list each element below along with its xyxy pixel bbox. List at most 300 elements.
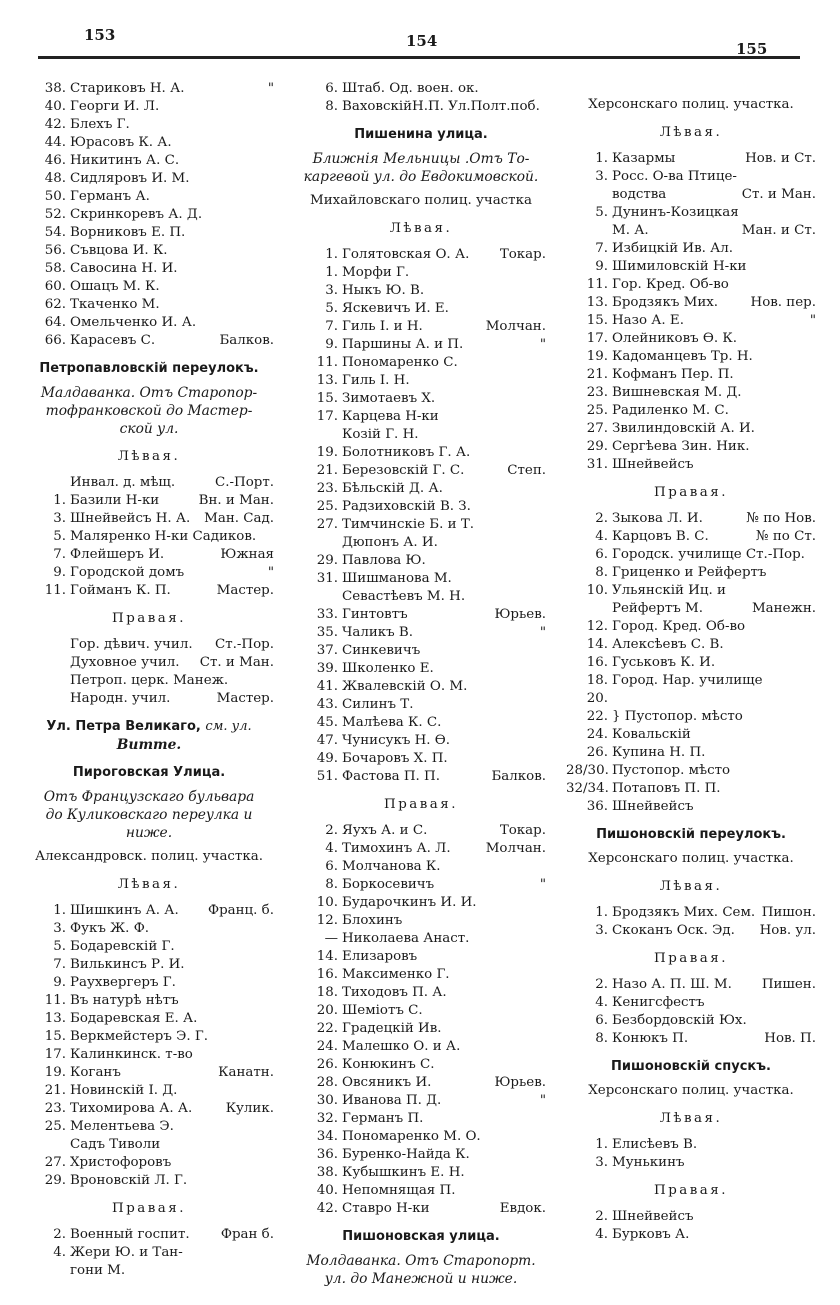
list-item	[24, 938, 274, 956]
list-item	[24, 1136, 274, 1154]
entry-name: Военный госпит.	[70, 1227, 190, 1242]
entry-name: Савосина Н. И.	[70, 261, 178, 276]
list-item	[566, 186, 816, 204]
list-item	[566, 348, 816, 366]
list-item	[566, 1136, 816, 1154]
street-description	[296, 1252, 546, 1288]
entry-number: 5.	[53, 939, 66, 954]
list-item	[566, 744, 816, 762]
side-label-left: Лѣвая.	[659, 1111, 723, 1126]
list-item	[296, 1110, 546, 1128]
description-line: Ближнія Мельницы .Отъ То-	[312, 151, 530, 167]
entry-remark	[812, 240, 816, 258]
entry-remark	[542, 1146, 546, 1164]
entry-name: Гор. дѣвич. учил.	[70, 637, 193, 652]
entry-remark	[812, 420, 816, 438]
list-item	[296, 1146, 546, 1164]
list-item	[296, 1164, 546, 1182]
entry-number: 9.	[53, 565, 66, 580]
entry-name: Тихомирова А. А.	[70, 1101, 193, 1116]
entry-number: 43.	[316, 697, 338, 712]
entry-name: Городск. училище Ст.-Пор.	[612, 547, 805, 562]
entry-number: 14.	[316, 949, 338, 964]
entry-remark: Ст.-Пор.	[214, 637, 274, 652]
list-item	[24, 206, 274, 224]
list-item	[296, 966, 546, 984]
entry-name: Дюпонъ А. И.	[342, 535, 438, 550]
list-item	[296, 678, 546, 696]
list-item	[296, 534, 546, 552]
entry-remark	[270, 134, 274, 152]
entry-remark: Канатн.	[218, 1065, 274, 1080]
list-item	[24, 1028, 274, 1046]
side-label-left: Лѣвая.	[117, 877, 181, 892]
entry-remark	[812, 690, 816, 708]
entry-name: Назо А. Е.	[612, 313, 684, 328]
list-item	[296, 336, 546, 354]
entry-number: 24.	[316, 1039, 338, 1054]
entry-remark	[270, 1262, 274, 1280]
entry-number: 2.	[325, 823, 338, 838]
list-item	[24, 242, 274, 260]
entry-remark: "	[539, 1093, 546, 1108]
entry-number: —	[324, 931, 338, 946]
entry-name: Бодаревская Е. А.	[70, 1011, 198, 1026]
page-number-right: 155	[736, 40, 768, 58]
entry-name: Росс. О-ва Птице-	[612, 169, 737, 184]
street-description	[296, 150, 546, 186]
entry-name: Синкевичъ	[342, 643, 421, 658]
entry-remark	[542, 408, 546, 426]
list-item	[296, 516, 546, 534]
entry-remark: "	[267, 565, 274, 580]
entry-number: 12.	[316, 913, 338, 928]
entry-name: Христофоровъ	[70, 1155, 172, 1170]
list-item	[566, 976, 816, 994]
entry-number: 11.	[316, 355, 338, 370]
entry-name: М. А.	[612, 223, 649, 238]
entry-number: 1.	[595, 905, 608, 920]
entry-name: Духовное учил.	[70, 655, 180, 670]
entry-remark	[542, 390, 546, 408]
list-item	[296, 246, 546, 264]
entry-remark	[812, 456, 816, 474]
list-item	[566, 726, 816, 744]
entry-number: 16.	[586, 655, 608, 670]
list-item	[296, 282, 546, 300]
entry-number: 10.	[586, 583, 608, 598]
entry-name: Кубышкинъ Е. Н.	[342, 1165, 465, 1180]
column-2	[296, 80, 546, 1288]
entry-name: Рейфертъ М.	[612, 601, 703, 616]
list-item	[566, 438, 816, 456]
list-item	[24, 1118, 274, 1136]
entry-number: 7.	[53, 957, 66, 972]
list-item	[566, 1208, 816, 1226]
list-item	[296, 1128, 546, 1146]
street-description	[24, 788, 274, 842]
list-item	[566, 312, 816, 330]
list-item	[296, 912, 546, 930]
entry-remark	[812, 546, 816, 564]
entry-number: 42.	[316, 1201, 338, 1216]
entry-remark	[542, 282, 546, 300]
entry-name: Омельченко И. А.	[70, 315, 197, 330]
list-item	[296, 732, 546, 750]
list-item	[296, 498, 546, 516]
entry-remark	[812, 564, 816, 582]
list-item	[566, 204, 816, 222]
entry-name: Шнейвейсъ	[612, 799, 694, 814]
header-rule	[38, 56, 800, 59]
entry-remark: Юрьев.	[494, 1075, 546, 1090]
entry-name: Конюкинъ С.	[342, 1057, 435, 1072]
entry-number: 20.	[316, 1003, 338, 1018]
entry-number: 38.	[44, 81, 66, 96]
street-name: Ул. Петра Великаго,	[46, 719, 201, 734]
entry-remark	[270, 1028, 274, 1046]
entry-remark	[542, 264, 546, 282]
entry-remark: Вн. и Ман.	[198, 493, 274, 508]
entry-list	[24, 1226, 274, 1280]
entry-name: Малѣева К. С.	[342, 715, 442, 730]
list-item	[296, 1002, 546, 1020]
entry-remark	[812, 384, 816, 402]
entry-list	[296, 246, 546, 786]
entry-list	[24, 80, 274, 350]
list-item	[296, 264, 546, 282]
entry-name: Зимотаевъ Х.	[342, 391, 436, 406]
entry-remark	[270, 956, 274, 974]
entry-number: 33.	[316, 607, 338, 622]
entry-number: 5.	[53, 529, 66, 544]
entry-name: Дунинъ-Козицкая	[612, 205, 739, 220]
list-item	[296, 1092, 546, 1110]
list-item	[296, 1020, 546, 1038]
list-item	[566, 922, 816, 940]
list-item	[566, 150, 816, 168]
entry-number: 18.	[586, 673, 608, 688]
list-item	[296, 624, 546, 642]
description-line: Молдаванка. Отъ Старопорт.	[306, 1253, 536, 1269]
entry-name: Тимохинъ А. Л.	[342, 841, 451, 856]
entry-remark: Манежн.	[751, 601, 816, 616]
list-item	[296, 552, 546, 570]
entry-name: Скринкоревъ А. Д.	[70, 207, 203, 222]
description-line: Малдаванка. Отъ Старопор-	[40, 385, 258, 401]
entry-remark	[270, 296, 274, 314]
entry-number: 27.	[44, 1155, 66, 1170]
entry-number: 4.	[595, 529, 608, 544]
entry-number: 3.	[595, 169, 608, 184]
list-item	[566, 564, 816, 582]
entry-name: Ткаченко М.	[70, 297, 160, 312]
entry-remark	[270, 1154, 274, 1172]
entry-number: 13.	[586, 295, 608, 310]
entry-remark	[270, 528, 274, 546]
side-label-left: Лѣвая.	[117, 449, 181, 464]
entry-name: Сидляровъ И. М.	[70, 171, 190, 186]
entry-name: Ворниковъ Е. П.	[70, 225, 186, 240]
district-label: Херсонскаго полиц. участка.	[588, 97, 794, 112]
entry-name: Сергѣева Зин. Ник.	[612, 439, 750, 454]
entry-number: 11.	[44, 583, 66, 598]
list-item	[24, 224, 274, 242]
entry-name: Голятовская О. А.	[342, 247, 470, 262]
list-item	[566, 402, 816, 420]
entry-remark	[542, 300, 546, 318]
entry-remark	[812, 276, 816, 294]
entry-remark	[542, 480, 546, 498]
list-item	[24, 492, 274, 510]
entry-number: 9.	[325, 337, 338, 352]
entry-name: Мунькинъ	[612, 1155, 685, 1170]
entry-name: Елизаровъ	[342, 949, 418, 964]
entry-number: 31.	[586, 457, 608, 472]
entry-remark	[542, 714, 546, 732]
list-item	[566, 240, 816, 258]
entry-remark	[270, 98, 274, 116]
list-item	[24, 690, 274, 708]
entry-remark	[542, 984, 546, 1002]
list-item	[24, 528, 274, 546]
entry-remark	[270, 170, 274, 188]
description-line: до Куликовскаго переулка и	[45, 807, 253, 823]
entry-remark	[812, 780, 816, 798]
entry-number	[24, 654, 70, 672]
entry-name: Шнейвейсъ	[612, 457, 694, 472]
entry-number: 7.	[595, 241, 608, 256]
entry-remark	[542, 1164, 546, 1182]
entry-number: 1.	[595, 151, 608, 166]
entry-number: 64.	[44, 315, 66, 330]
list-item	[24, 170, 274, 188]
list-item	[296, 1056, 546, 1074]
entry-remark	[542, 678, 546, 696]
entry-remark	[270, 672, 274, 690]
list-item	[566, 330, 816, 348]
entry-name: Германъ А.	[70, 189, 150, 204]
entry-name: Шимиловскій Н-ки	[612, 259, 747, 274]
entry-number: 46.	[44, 153, 66, 168]
entry-number: 25.	[316, 499, 338, 514]
entry-name: Молчанова К.	[342, 859, 441, 874]
entry-name: Тимчинскіе Б. и Т.	[342, 517, 475, 532]
entry-name: Жвалевскій О. М.	[342, 679, 468, 694]
list-item	[296, 462, 546, 480]
list-item	[296, 894, 546, 912]
street-heading: Пишоновская улица.	[342, 1229, 500, 1244]
list-item	[566, 456, 816, 474]
list-item	[24, 1082, 274, 1100]
entry-number: 42.	[44, 117, 66, 132]
list-item	[566, 366, 816, 384]
entry-name: Гор. Кред. Об-во	[612, 277, 729, 292]
entry-remark	[542, 732, 546, 750]
entry-number: 23.	[44, 1101, 66, 1116]
entry-name: Боркосевичъ	[342, 877, 435, 892]
entry-name: Алексѣевъ С. В.	[612, 637, 724, 652]
list-item	[296, 660, 546, 678]
entry-name: Морфи Г.	[342, 265, 410, 280]
entry-number: 9.	[53, 975, 66, 990]
entry-number: 9.	[595, 259, 608, 274]
entry-number: 32.	[316, 1111, 338, 1126]
entry-number: 25.	[44, 1119, 66, 1134]
entry-number: 21.	[44, 1083, 66, 1098]
entry-name: Вроновскій Л. Г.	[70, 1173, 188, 1188]
entry-remark: Балков.	[219, 333, 274, 348]
entry-name: Малешко О. и А.	[342, 1039, 461, 1054]
entry-number	[24, 636, 70, 654]
entry-name: Блохинъ	[342, 913, 403, 928]
side-label-right: Правая.	[654, 485, 728, 500]
entry-remark: № по Ст.	[755, 529, 816, 544]
side-label-left: Лѣвая.	[659, 879, 723, 894]
entry-number: 38.	[316, 1165, 338, 1180]
entry-remark	[542, 372, 546, 390]
entry-name: Гинтовтъ	[342, 607, 408, 622]
entry-remark: Фран б.	[220, 1227, 274, 1242]
entry-name: Кофманъ Пер. П.	[612, 367, 734, 382]
list-item	[566, 762, 816, 780]
entry-number: 2.	[595, 977, 608, 992]
street-description	[24, 384, 274, 438]
entry-number: 50.	[44, 189, 66, 204]
entry-name: Съвцова И. К.	[70, 243, 168, 258]
entry-remark	[812, 330, 816, 348]
list-item	[296, 80, 546, 98]
description-line: ниже.	[125, 825, 173, 841]
entry-remark	[270, 206, 274, 224]
list-item	[296, 1074, 546, 1092]
list-item	[566, 168, 816, 186]
list-item	[24, 314, 274, 332]
list-item	[24, 582, 274, 600]
entry-remark	[812, 762, 816, 780]
entry-number: 1.	[325, 247, 338, 262]
entry-number	[24, 672, 70, 690]
entry-remark	[542, 498, 546, 516]
entry-name: Народн. учил.	[70, 691, 171, 706]
entry-name: Маляренко Н-ки Садиков.	[70, 529, 257, 544]
entry-remark: Пишен.	[761, 977, 816, 992]
list-item	[566, 672, 816, 690]
entry-remark	[542, 1128, 546, 1146]
entry-number: 56.	[44, 243, 66, 258]
entry-number: 16.	[316, 967, 338, 982]
list-item	[296, 354, 546, 372]
entry-remark: "	[267, 81, 274, 96]
entry-number: 4.	[595, 995, 608, 1010]
entry-number: 27.	[316, 517, 338, 532]
list-item	[24, 1172, 274, 1190]
description-line: тофранковской до Мастер-	[45, 403, 253, 419]
entry-remark: Молчан.	[485, 319, 546, 334]
entry-name: Пономаренко М. О.	[342, 1129, 481, 1144]
entry-number: 7.	[325, 319, 338, 334]
entry-number: 21.	[316, 463, 338, 478]
street-reference: Витте.	[116, 737, 182, 753]
list-item	[24, 636, 274, 654]
entry-remark	[542, 894, 546, 912]
entry-remark	[270, 1136, 274, 1154]
entry-number: 14.	[586, 637, 608, 652]
entry-remark: "	[539, 625, 546, 640]
entry-name: Инвал. д. мѣщ.	[70, 475, 176, 490]
list-item	[24, 1226, 274, 1244]
list-item	[296, 588, 546, 606]
entry-number: 5.	[595, 205, 608, 220]
entry-number: 49.	[316, 751, 338, 766]
entry-name: Ковальскій	[612, 727, 691, 742]
entry-number: 25.	[586, 403, 608, 418]
list-item	[566, 528, 816, 546]
entry-name: Мелентьева Э.	[70, 1119, 174, 1134]
list-item	[24, 672, 274, 690]
list-item	[24, 116, 274, 134]
entry-remark: "	[539, 337, 546, 352]
entry-number: 2.	[53, 1227, 66, 1242]
entry-remark	[812, 708, 816, 726]
entry-number: 45.	[316, 715, 338, 730]
district-label: Херсонскаго полиц. участка.	[588, 1083, 794, 1098]
entry-remark	[812, 204, 816, 222]
entry-name: Чунисукъ Н. Ѳ.	[342, 733, 451, 748]
entry-number: 30.	[316, 1093, 338, 1108]
entry-number: 8.	[595, 565, 608, 580]
entry-name: Паршины А. и П.	[342, 337, 464, 352]
entry-remark	[812, 636, 816, 654]
entry-name: Штаб. Од. воен. ок.	[342, 81, 479, 96]
list-item	[24, 654, 274, 672]
entry-remark	[270, 260, 274, 278]
entry-remark	[812, 1226, 816, 1244]
entry-remark: С.-Порт.	[214, 475, 274, 490]
entry-number: 58.	[44, 261, 66, 276]
entry-number: 17.	[586, 331, 608, 346]
entry-name: Шнейвейсъ	[612, 1209, 694, 1224]
list-item	[296, 876, 546, 894]
entry-name: Флейшеръ И.	[70, 547, 165, 562]
entry-name: Ныкъ Ю. В.	[342, 283, 425, 298]
list-item	[566, 904, 816, 922]
entry-remark: Нов. и Ст.	[745, 151, 816, 166]
entry-name: Жери Ю. и Тан-	[70, 1245, 183, 1260]
entry-name: Карцовъ В. С.	[612, 529, 709, 544]
entry-name: Градецкій Ив.	[342, 1021, 442, 1036]
entry-remark	[542, 1038, 546, 1056]
list-item	[296, 570, 546, 588]
list-item	[24, 1046, 274, 1064]
entry-remark	[270, 224, 274, 242]
entry-remark: Южная	[220, 547, 274, 562]
entry-name: Олейниковъ Ѳ. К.	[612, 331, 738, 346]
entry-number: 1.	[325, 265, 338, 280]
list-item	[566, 510, 816, 528]
entry-list	[296, 822, 546, 1218]
entry-remark	[542, 966, 546, 984]
entry-remark	[542, 570, 546, 588]
entry-remark	[542, 750, 546, 768]
entry-remark	[812, 744, 816, 762]
list-item	[24, 1064, 274, 1082]
description-line: Отъ Французскаго бульвара	[43, 789, 255, 805]
entry-number: 1.	[53, 903, 66, 918]
entry-number	[24, 474, 70, 492]
entry-name: Березовскій Г. С.	[342, 463, 465, 478]
side-label-right: Правая.	[384, 797, 458, 812]
